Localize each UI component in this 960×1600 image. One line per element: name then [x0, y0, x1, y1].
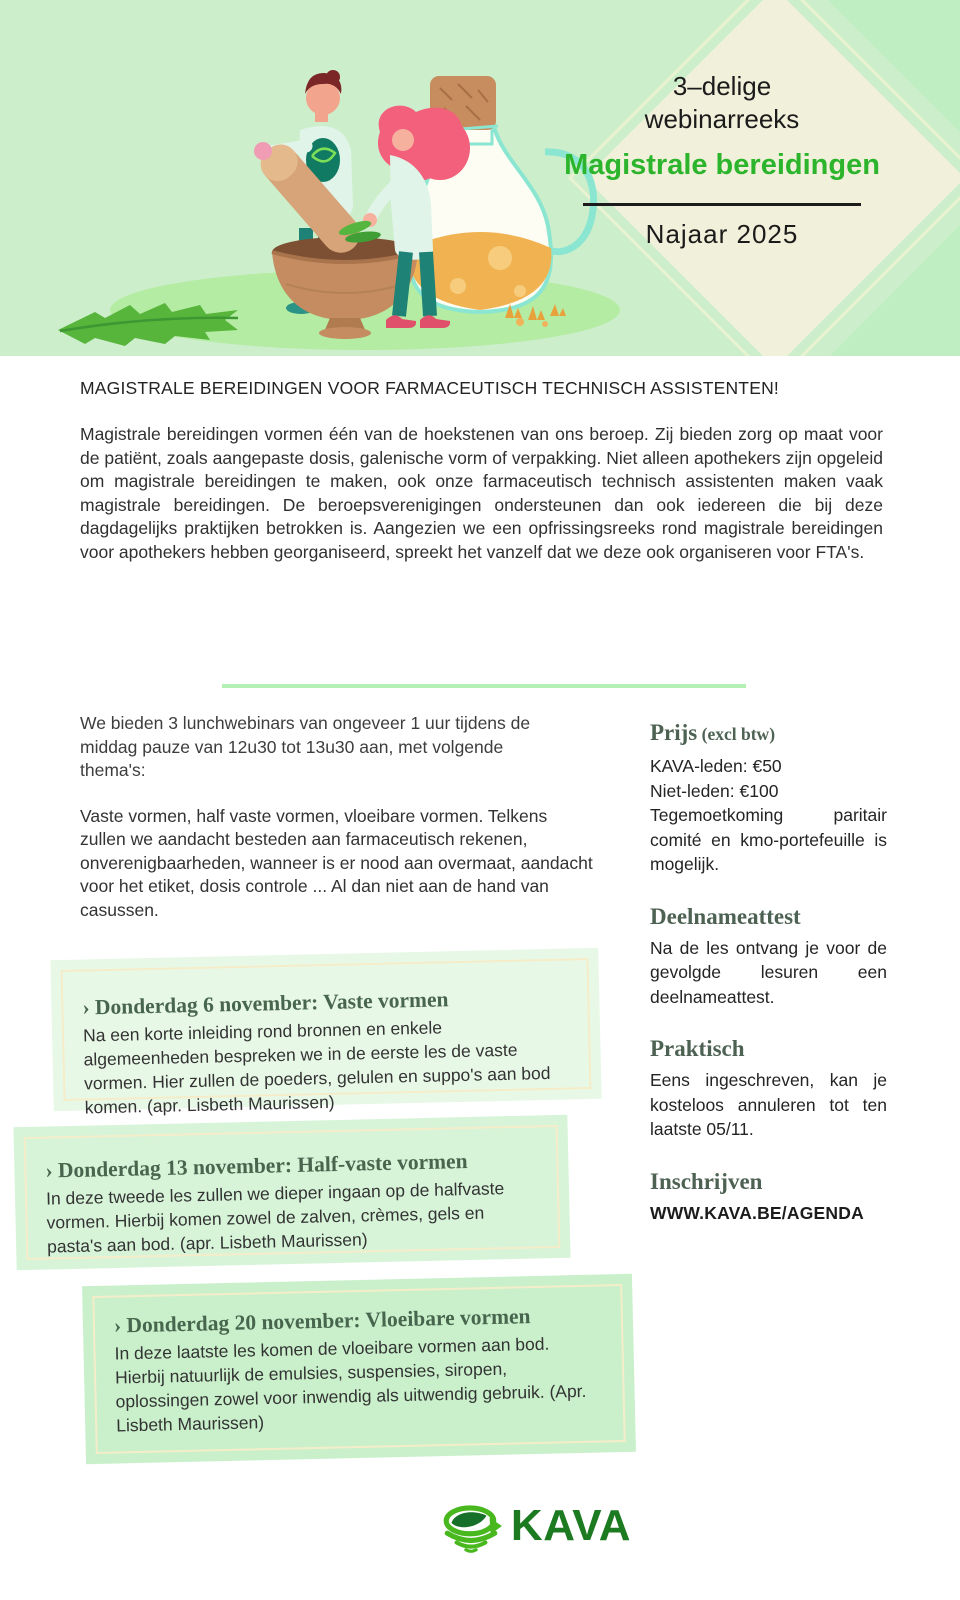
certificate-heading: Deelnameattest [650, 903, 801, 929]
schedule-paragraph: We bieden 3 lunchwebinars van ongeveer 1 uur tijdens de middag pauze van 12u30 tot 13u30 aan, met volgende thema's: [80, 713, 531, 780]
price-non-members: Niet-leden: €100 [650, 780, 779, 801]
header-text-block [557, 70, 887, 250]
price-heading [650, 720, 887, 746]
session-card-content [82, 985, 568, 1120]
webinar-title: Magistrale bereidingen [564, 149, 880, 181]
price-heading-suffix: (excl btw) [697, 724, 776, 744]
session-card-2 [13, 1115, 570, 1271]
practical-text: Eens ingeschreven, kan je kosteloos annuleren tot ten laatste 05/11. [650, 1070, 887, 1139]
themes-paragraph: Vaste vormen, half vaste vormen, vloeibare vormen. Telkens zullen we aandacht besteden aan farmaceutisch rekenen, onverenigbaarheden, wanneer is er nood aan overmaat, aandacht voor het etiket, dosis controle ... Al dan niet aan de hand van casussen. [80, 805, 593, 920]
session-2-description: In deze tweede les zullen we dieper ingaan op de halfvaste vormen. Hierbij komen zowel de zalven, crèmes, gels en pasta's aan bod. (apr. Lisbeth Maurissen) [45, 1178, 505, 1257]
page-title: MAGISTRALE BEREIDINGEN VOOR FARMACEUTISCH TECHNISCH ASSISTENTEN! [80, 378, 779, 398]
price-block [650, 720, 887, 877]
footer [0, 1496, 960, 1556]
session-card-1 [50, 948, 601, 1118]
session-1-title: › Donderdag 6 november: Vaste vormen [82, 987, 449, 1020]
price-members: KAVA-leden: €50 [650, 756, 782, 776]
kava-logo-text: KAVA [510, 1501, 632, 1550]
session-2-title: › Donderdag 13 november: Half-vaste vormen [45, 1149, 468, 1183]
session-1-description: Na een korte inleiding rond bronnen en enkele algemeenheden bespreken we in de eerste les de vaste vormen. Hier zullen de poeders, gelulen en suppo's aan bod komen. (apr. Lisbeth Maurissen) [82, 1017, 551, 1118]
price-heading-text: Prijs [650, 720, 698, 745]
series-type-label: webinarreeks [644, 104, 800, 134]
session-3-title: › Donderdag 20 november: Vloeibare vormen [113, 1304, 531, 1338]
green-divider [222, 684, 746, 688]
series-count-label: 3–delige [672, 71, 772, 101]
season-label: Najaar 2025 [645, 219, 799, 249]
price-note: Tegemoetkoming paritair comité en kmo-portefeuille is mogelijk. [650, 805, 887, 874]
session-card-content [114, 1303, 602, 1438]
register-url-link[interactable]: WWW.KAVA.BE/AGENDA [650, 1202, 864, 1223]
intro-paragraph: Magistrale bereidingen vormen één van de hoekstenen van ons beroep. Zij bieden zorg op maat voor de patiënt, zoals aangepaste dosis, galenische vorm of verpakking. Niet alleen apothekers zijn opgeleid om magistrale bereidingen te maken, ook onze farmaceutisch technisch assistenten maken vaak magistrale bereidingen. De beroepsverenigingen ondersteunen dan ook iedereen die bij deze dagdagelijks praktijken betrokken is. Aangezien we een opfrissingsreeks rond magistrale bereidingen voor apothekers hebben georganiseerd, spreekt het vanzelf dat we deze ook organiseren voor FTA's. [80, 424, 883, 562]
practical-heading: Praktisch [650, 1036, 745, 1061]
session-card-content [45, 1147, 536, 1258]
info-sidebar [650, 720, 887, 1252]
practical-block [650, 1036, 887, 1142]
header-banner [0, 0, 960, 356]
session-card-3 [82, 1274, 636, 1464]
certificate-text: Na de les ontvang je voor de gevolgde lesuren een deelnameattest. [650, 937, 887, 1007]
webinar-details-column [80, 712, 596, 922]
register-block [650, 1169, 887, 1226]
register-heading: Inschrijven [650, 1168, 763, 1194]
kava-logo-icon [439, 1496, 503, 1556]
session-3-description: In deze laatste les komen de vloeibare vormen aan bod. Hierbij natuurlijk de emulsies, suspensies, siropen, oplossingen zowel voor inwendig als uitwendig gebruik. (Apr. Lisbeth Maurissen) [114, 1333, 587, 1436]
kava-logo [439, 1496, 631, 1556]
certificate-block [650, 904, 887, 1010]
title-underline [583, 203, 861, 206]
